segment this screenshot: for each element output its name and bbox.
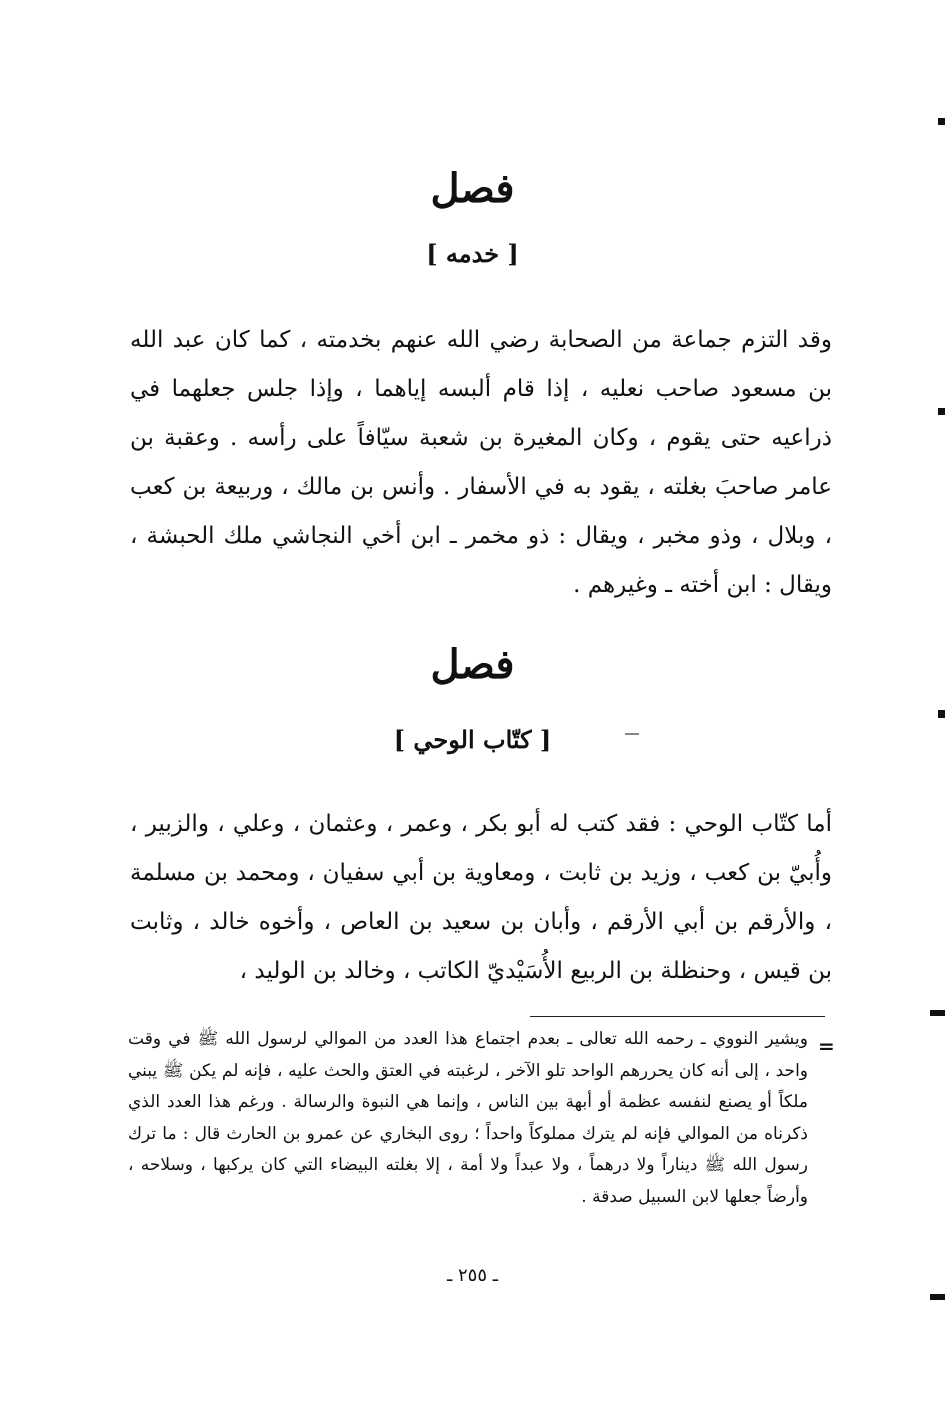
- footnote-continuation-marker: =: [818, 1034, 835, 1058]
- footnote-text: ويشير النووي ـ رحمه الله تعالى ـ بعدم اجتماع هذا العدد من الموالي لرسول الله ﷺ في وقت واحد ، إلى أنه كان يحررهم الواحد تلو الآخر ، لرغبته في العتق والحث عليه ، فإنه لم يكن ﷺ يبني ملكاً أو يصنع لنفسه عظمة أو أبهة بين الناس ، وإنما هي النبوة والرسالة . ورغم هذا العدد الذي ذكرناه من الموالي فإنه لم يترك مملوكاً واحداً ؛ روى البخاري عن عمرو بن الحارث قال : ما ترك رسول الله ﷺ ديناراً ولا درهماً ، ولا عبداً ولا أمة ، إلا بغلته البيضاء التي كان يركبها ، وسلاحه ، وأرضاً جعلها لابن السبيل صدقة .: [128, 1029, 809, 1207]
- paragraph-text-1: وقد التزم جماعة من الصحابة رضي الله عنهم بخدمته ، كما كان عبد الله بن مسعود صاحب نعليه ، إذا قام ألبسه إياهما ، وإذا جلس جعلهما في ذراعيه حتى يقوم ، وكان المغيرة بن شعبة سيّافاً على رأسه . وعقبة بن عامر صاحبَ بغلته ، يقود به في الأسفار . وأنس بن مالك ، وربيعة بن كعب ، وبلال ، وذو مخبر ، ويقال : ذو مخمر ـ ابن أخي النجاشي ملك الحبشة ، ويقال : ابن أخته ـ وغيرهم .: [130, 327, 832, 598]
- section-title-1: فصل: [430, 165, 515, 212]
- edge-mark: [930, 1010, 945, 1016]
- edge-mark: [938, 710, 945, 718]
- section-subtitle-2: [ كتّاب الوحي ]: [393, 725, 552, 754]
- edge-mark: [930, 1294, 945, 1300]
- section-subtitle-1: [ خدمه ]: [426, 239, 519, 268]
- section-title-2: فصل: [430, 641, 515, 688]
- section-paragraph-2: [130, 800, 832, 996]
- paragraph-text-2: أما كتّاب الوحي : فقد كتب له أبو بكر ، وعمر ، وعثمان ، وعلي ، والزبير ، وأُبيّ بن كعب ، وزيد بن ثابت ، ومعاوية بن أبي سفيان ، ومحمد بن مسلمة ، والأرقم بن أبي الأرقم ، وأبان بن سعيد بن العاص ، وأخوه خالد ، وثابت بن قيس ، وحنظلة بن الربيع الأُسَيْديّ الكاتب ، وخالد بن الوليد ،: [130, 811, 832, 984]
- section-paragraph-1: [130, 316, 832, 610]
- stray-mark: [625, 733, 639, 735]
- edge-mark: [938, 118, 945, 125]
- page-number: ـ ٢٥٥ ـ: [446, 1265, 498, 1286]
- edge-mark: [938, 408, 945, 415]
- footnote: [128, 1024, 808, 1213]
- footnote-divider: [530, 1016, 825, 1017]
